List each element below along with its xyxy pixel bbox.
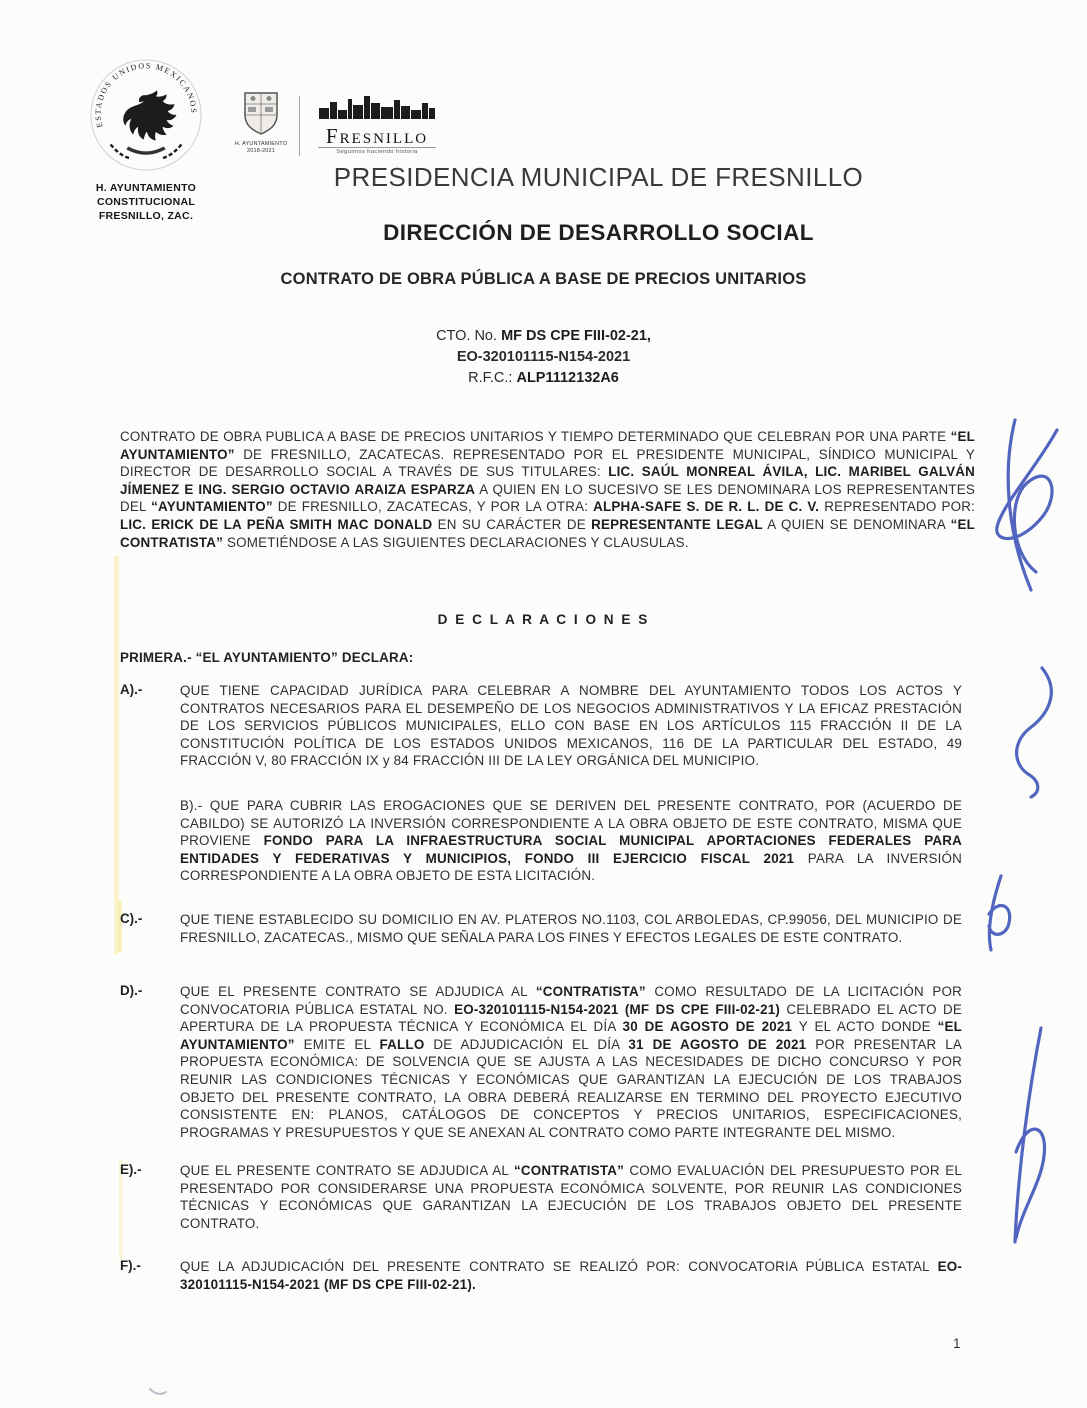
signature-stroke [1015, 1028, 1041, 1242]
contract-number-line: CTO. No. MF DS CPE FIII-02-21, [436, 328, 651, 344]
laurel-branch-icon [162, 144, 182, 158]
clause-d-text: QUE EL PRESENTE CONTRATO SE ADJUDICA AL “CONTRATISTA” COMO RESULTADO DE LA LICITACIÓN POR CONVOCATORIA PÚBLICA ESTATAL NO. EO-320101115-N154-2021 (MF DS CPE FIII-02-21) CELEBRADO EL ACTO DE APERTURA DE LA PROPUESTA TÉCNICA Y ECONÓMICA EL DÍA 30 DE AGOSTO DE 2021 Y EL ACTO DONDE “EL AYUNTAMIENTO” EMITE EL FALLO DE ADJUDICACIÓN EL DÍA 31 DE AGOSTO DE 2021 POR PRESENTAR LA PROPUESTA ECONÓMICA: DE SOLVENCIA QUE SE AJUSTA A LAS NECESIDADES DE DICHO CONCURSO Y POR REUNIR LAS CONDICIONES TÉCNICAS Y ECONÓMICAS QUE GARANTIZAN LA EJECUCIÓN DE LOS TRABAJOS OBJETO DEL PRESENTE CONTRATO, LA OBRA DEBERÁ REALIZARSE EN TERMINO DEL PROYECTO EJECUTIVO CONSISTENTE EN: PLANOS, CATÁLOGOS DE CONCEPTOS Y PRECIOS UNITARIOS, ESPECIFICACIONES, PROGRAMAS Y PRESUPUESTOS Y QUE SE ANEXAN AL CONTRATO COMO PARTE INTEGRANTE DEL MISMO. [180, 984, 963, 1140]
fresnillo-logo [312, 94, 442, 155]
seal-caption-line: H. AYUNTAMIENTO [95, 182, 197, 194]
clause-e-text: QUE EL PRESENTE CONTRATO SE ADJUDICA AL “CONTRATISTA” COMO EVALUACIÓN DEL PRESUPUESTO POR EL PRESENTADO POR CONSIDERARSE UNA PROPUESTA ECONÓMICA SOLVENTE, POR REUNIR LAS CONDICIONES TÉCNICAS Y ECONÓMICAS QUE GARANTIZAN LA EJECUCIÓN DE LOS TRABAJOS OBJETO DEL PRESENTE CONTRATO. [180, 1163, 962, 1231]
page-title: PRESIDENCIA MUNICIPAL DE FRESNILLO [333, 162, 864, 192]
declarations-heading: D E C L A R A C I O N E S [437, 612, 650, 627]
signature-stroke [1008, 420, 1031, 590]
logo-divider [299, 96, 300, 156]
shield-caption [230, 141, 292, 155]
document-type-heading: CONTRATO DE OBRA PÚBLICA A BASE DE PRECIOS UNITARIOS [280, 270, 807, 288]
eagle-icon [123, 90, 176, 154]
rfc-line: R.F.C.: ALP1112132A6 [468, 370, 619, 386]
clause-c-text: QUE TIENE ESTABLECIDO SU DOMICILIO EN AV. PLATEROS NO.1103, COL ARBOLEDAS, CP.99056, DEL MUNICIPIO DE FRESNILLO, ZACATECAS., MISMO QUE SEÑALA PARA LOS FINES Y EFECTOS LEGALES DE ESTE CONTRATO. [180, 912, 962, 945]
clause-d-label: D).- [120, 983, 143, 998]
clause-f-label: F).- [120, 1258, 141, 1273]
contract-number-block [0, 326, 1087, 389]
shield-caption-line: H. AYUNTAMIENTO [234, 141, 288, 147]
page-number: 1 [953, 1336, 961, 1351]
signature-stroke [997, 430, 1057, 572]
seal-caption-line: FRESNILLO, ZAC. [98, 210, 194, 222]
clause-d [120, 983, 962, 1141]
page-subtitle: DIRECCIÓN DE DESARROLLO SOCIAL [383, 220, 814, 245]
clause-a [120, 682, 962, 770]
clause-c-label: C).- [120, 911, 143, 926]
clause-a-label: A).- [120, 682, 143, 697]
signature-stroke [1017, 668, 1052, 797]
intro-paragraph: CONTRATO DE OBRA PUBLICA A BASE DE PRECIOS UNITARIOS Y TIEMPO DETERMINADO QUE CELEBRAN POR UNA PARTE “EL AYUNTAMIENTO” DE FRESNILLO, ZACATECAS. REPRESENTADO POR EL PRESIDENTE MUNICIPAL, SÍNDICO MUNICIPAL Y DIRECTOR DE DESARROLLO SOCIAL A TRAVÉS DE SUS TITULARES: LIC. SAÚL MONREAL ÁVILA, LIC. MARIBEL GALVÁN JÍMENEZ E ING. SERGIO OCTAVIO ARAIZA ESPARZA A QUIEN EN LO SUCESIVO SE LES DENOMINARA LOS REPRESENTANTES DEL “AYUNTAMIENTO” DE FRESNILLO, ZACATECAS, Y POR LA OTRA: ALPHA-SAFE S. DE R. L. DE C. V. REPRESENTADO POR: LIC. ERICK DE LA PEÑA SMITH MAC DONALD EN SU CARÁCTER DE REPRESENTANTE LEGAL A QUIEN SE DENOMINARA “EL CONTRATISTA” SOMETIÉNDOSE A LAS SIGUIENTES DECLARACIONES Y CLAUSULAS. [120, 429, 976, 550]
clause-e [120, 1162, 962, 1232]
ayuntamiento-shield-logo [230, 90, 292, 155]
signature-stroke [989, 905, 1010, 934]
seal-arc-text: ESTADOS UNIDOS MEXICANOS [93, 61, 199, 129]
clause-f-text: QUE LA ADJUDICACIÓN DEL PRESENTE CONTRATO SE REALIZÓ POR: CONVOCATORIA PÚBLICA ESTATAL EO-320101115-N154-2021 (MF DS CPE FIII-02-21). [180, 1259, 962, 1292]
clause-b-text: B).- QUE PARA CUBRIR LAS EROGACIONES QUE SE DERIVEN DEL PRESENTE CONTRATO, POR (ACUERDO DE CABILDO) SE AUTORIZÓ LA INVERSIÓN CORRESPONDIENTE A LA OBRA OBJETO DE ESTE CONTRATO, MISMA QUE PROVIENE FONDO PARA LA INFRAESTRUCTURA SOCIAL MUNICIPAL APORTACIONES FEDERALES PARA ENTIDADES Y FEDERATIVAS Y MUNICIPIOS, FONDO III EJERCICIO FISCAL 2021 PARA LA INVERSIÓN CORRESPONDIENTE A LA OBRA OBJETO DE ESTA LICITACIÓN. [180, 798, 962, 884]
clause-e-label: E).- [120, 1162, 142, 1177]
laurel-branch-icon [111, 144, 131, 158]
fresnillo-wordmark: Fresnillo [325, 124, 429, 148]
clause-c [120, 911, 962, 946]
shield-icon [235, 90, 287, 136]
clause-a-text: QUE TIENE CAPACIDAD JURÍDICA PARA CELEBRAR A NOMBRE DEL AYUNTAMIENTO TODOS LOS ACTOS Y CONTRATOS NECESARIOS PARA EL DESEMPEÑO DE LOS NEGOCIOS ADMINISTRATIVOS Y LA EFICAZ PRESTACIÓN DE LOS SERVICIOS PÚBLICOS MUNICIPALES, ELLO CON BASE EN LOS ARTÍCULOS 115 FRACCIÓN II DE LA CONSTITUCIÓN POLÍTICA DE LOS ESTADOS UNIDOS MEXICANOS, 116 DE LA PARTICULAR DEL ESTADO, 49 FRACCIÓN V, 80 FRACCIÓN IX y 84 FRACCIÓN III DE LA LEY ORGÁNICA DEL MUNICIPIO. [180, 683, 962, 769]
signature-stroke [1016, 1129, 1045, 1238]
fresnillo-skyline-icon [317, 94, 437, 120]
signature-stroke [989, 876, 1001, 950]
eo-number-line: EO-320101115-N154-2021 [456, 349, 631, 365]
coat-of-arms-block [80, 56, 212, 223]
primera-declaration-heading: PRIMERA.- “EL AYUNTAMIENTO” DECLARA: [120, 650, 414, 665]
mexico-coat-of-arms [87, 56, 205, 172]
pen-mark [150, 1389, 166, 1394]
shield-caption-line: 2018-2021 [246, 148, 276, 154]
clause-b [120, 797, 962, 885]
fresnillo-tagline: Seguimos haciendo historia [318, 147, 436, 155]
clause-f [120, 1258, 962, 1293]
seal-caption-line: CONSTITUCIONAL [96, 196, 196, 208]
